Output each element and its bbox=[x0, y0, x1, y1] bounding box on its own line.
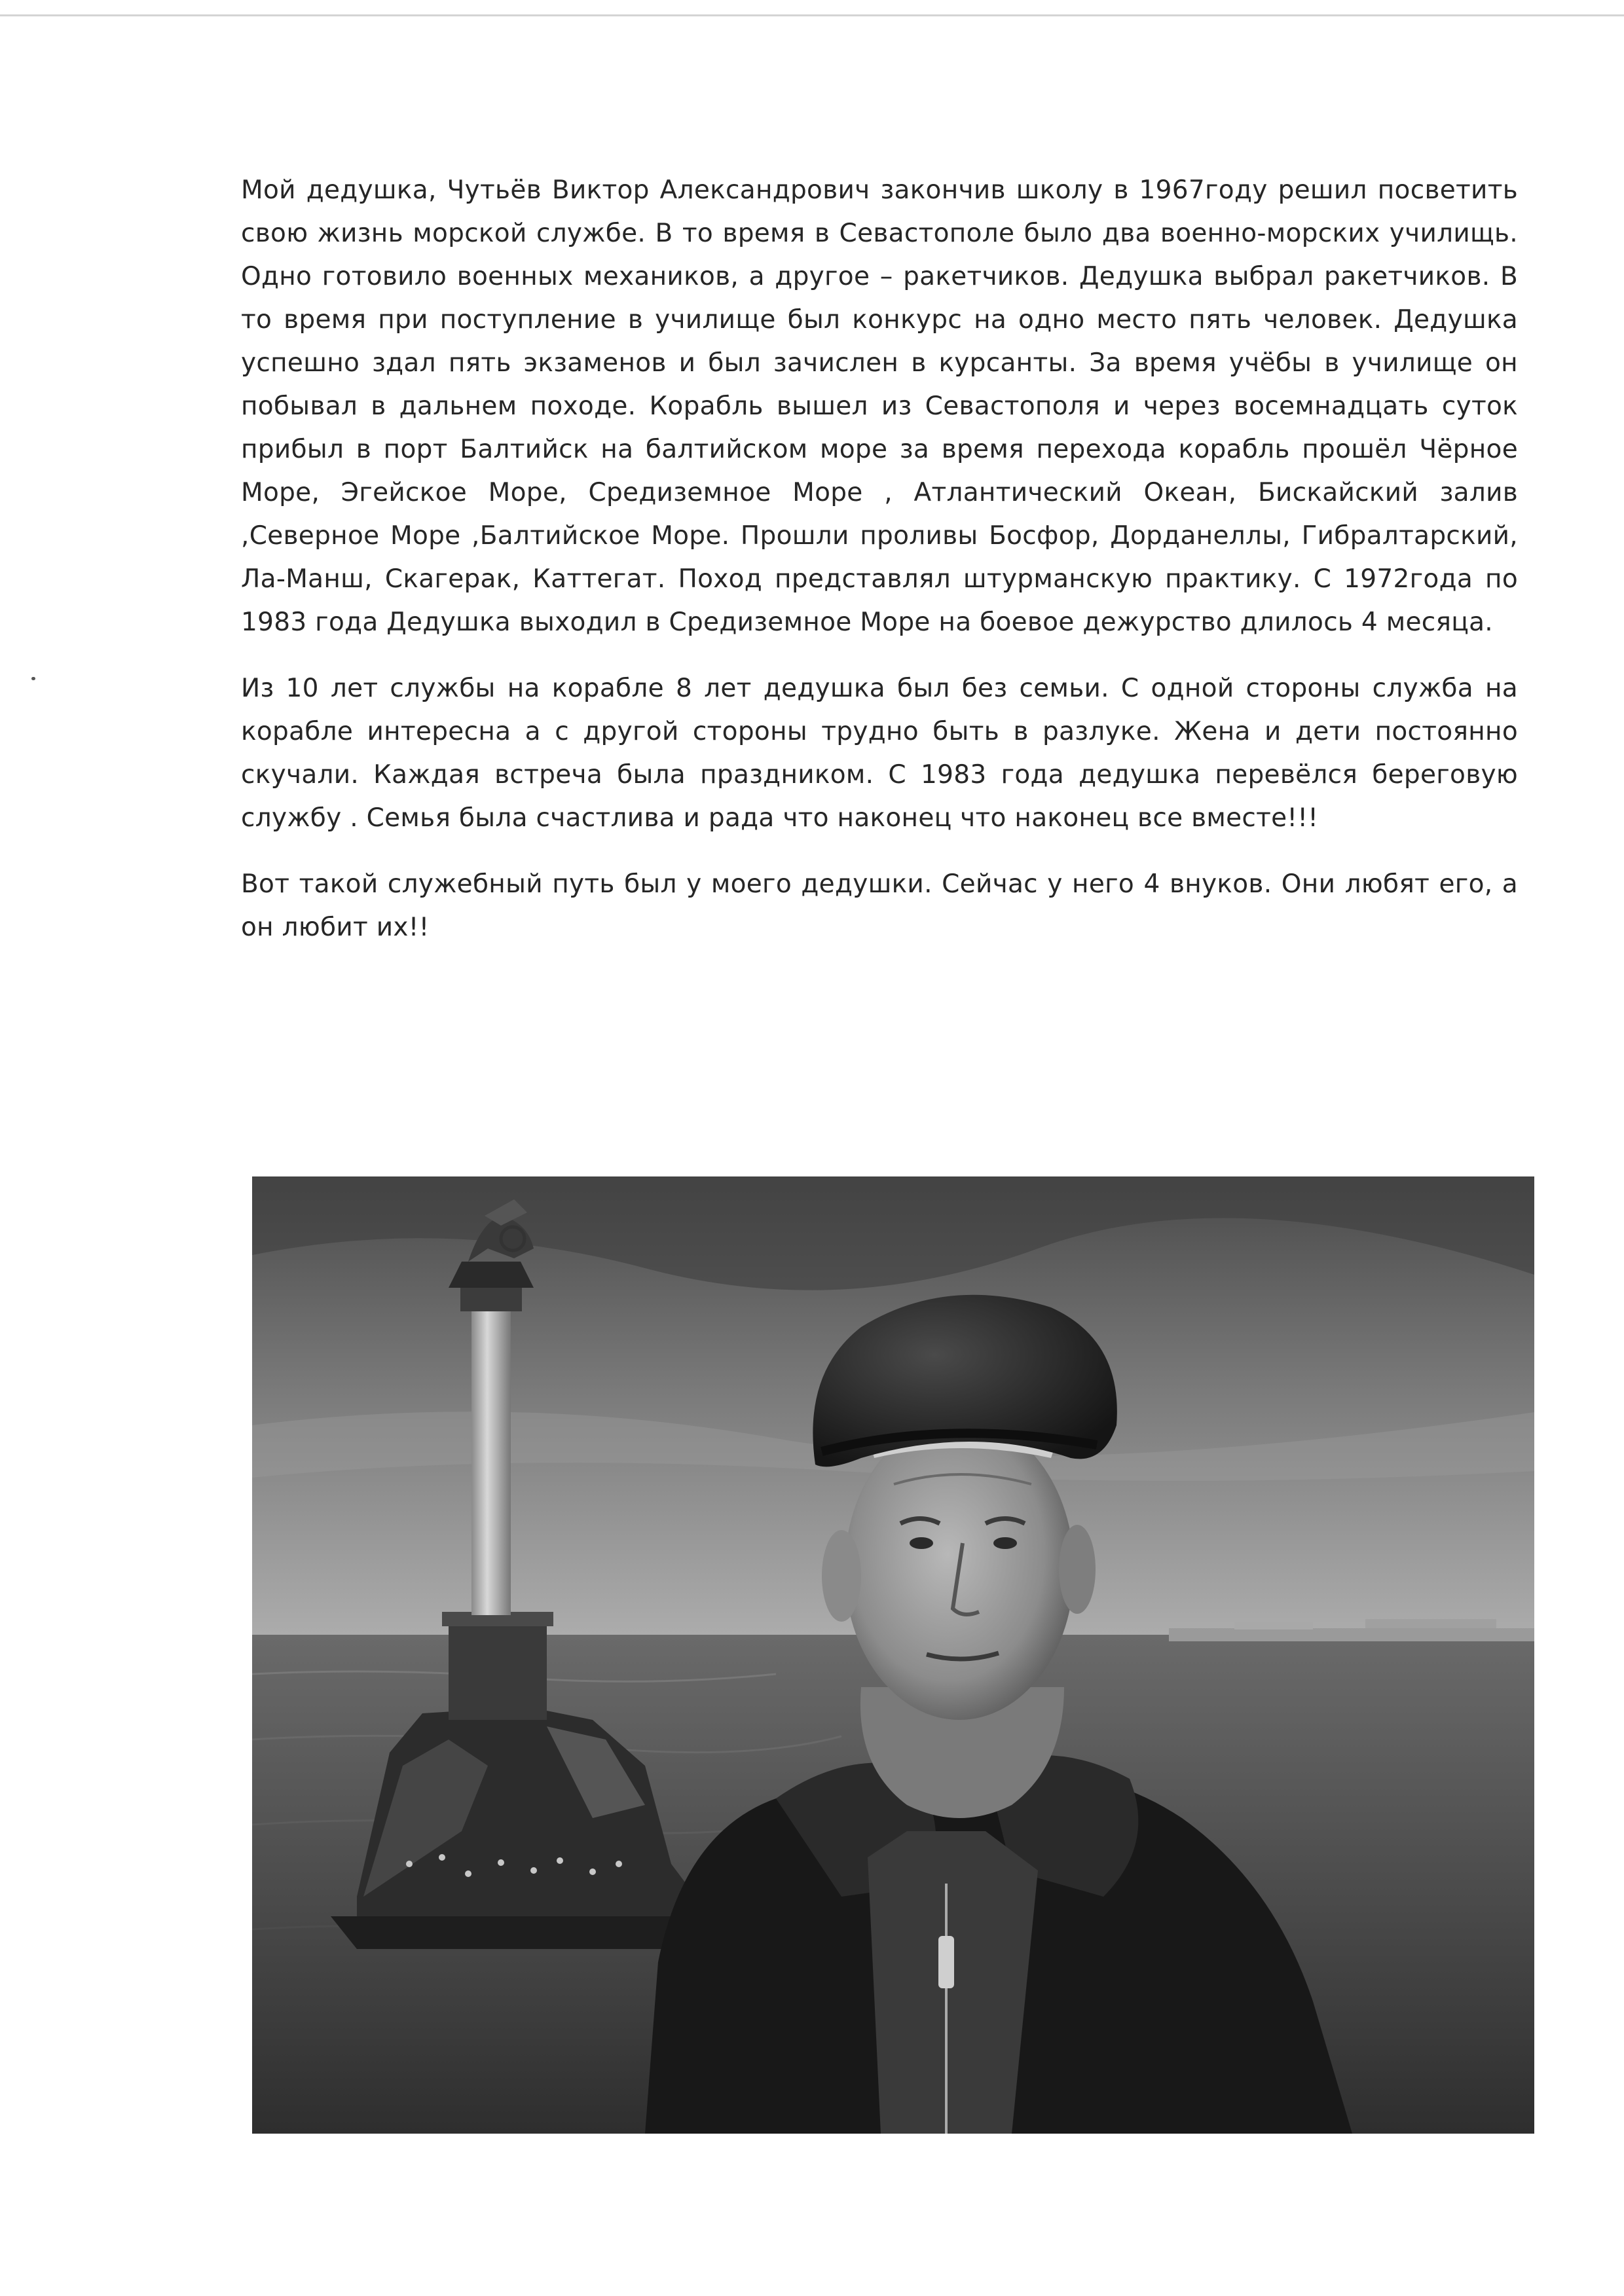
paragraph-1: Мой дедушка, Чутьёв Виктор Александрович закончив школу в 1967году решил посветить свою жизнь морской службе. В то время в Севастополе было два военно-морских училищь. Одно готовило военных механиков, а другое – ракетчиков. Дедушка выбрал ракетчиков. В то время при поступление в училище был конкурс на одно место пять человек. Дедушка успешно здал пять экзаменов и был зачислен в курсанты. За время учёбы в училище он побывал в дальнем походе. Корабль вышел из Севастополя и через восемнадцать суток прибыл в порт Балтийск на балтийском море за время перехода корабль прошёл Чёрное Море, Эгейское Море, Средиземное Море , Атлантический Океан, Бискайский залив ,Северное Море ,Балтийское Море. Прошли проливы Босфор, Дорданеллы, Гибралтарский, Ла-Манш, Скагерак, Каттегат. Поход представлял штурманскую практику. С 1972года по 1983 года Дедушка выходил в Средиземное Море на боевое дежурство длилось 4 месяца. bbox=[241, 175, 1518, 637]
scan-top-edge bbox=[0, 14, 1624, 16]
scan-speck bbox=[31, 677, 35, 680]
essay-text bbox=[241, 169, 1518, 972]
photo-grandfather-at-monument bbox=[252, 1176, 1534, 2134]
paragraph-2: Из 10 лет службы на корабле 8 лет дедушка был без семьи. С одной стороны служба на корабле интересна а с другой стороны трудно быть в разлуке. Жена и дети постоянно скучали. Каждая встреча была праздником. С 1983 года дедушка перевёлся береговую службу . Семья была счастлива и рада что наконец что наконец все вместе!!! bbox=[241, 674, 1518, 833]
paragraph-3: Вот такой служебный путь был у моего дедушки. Сейчас у него 4 внуков. Они любят его, а он любит их!! bbox=[241, 869, 1518, 942]
